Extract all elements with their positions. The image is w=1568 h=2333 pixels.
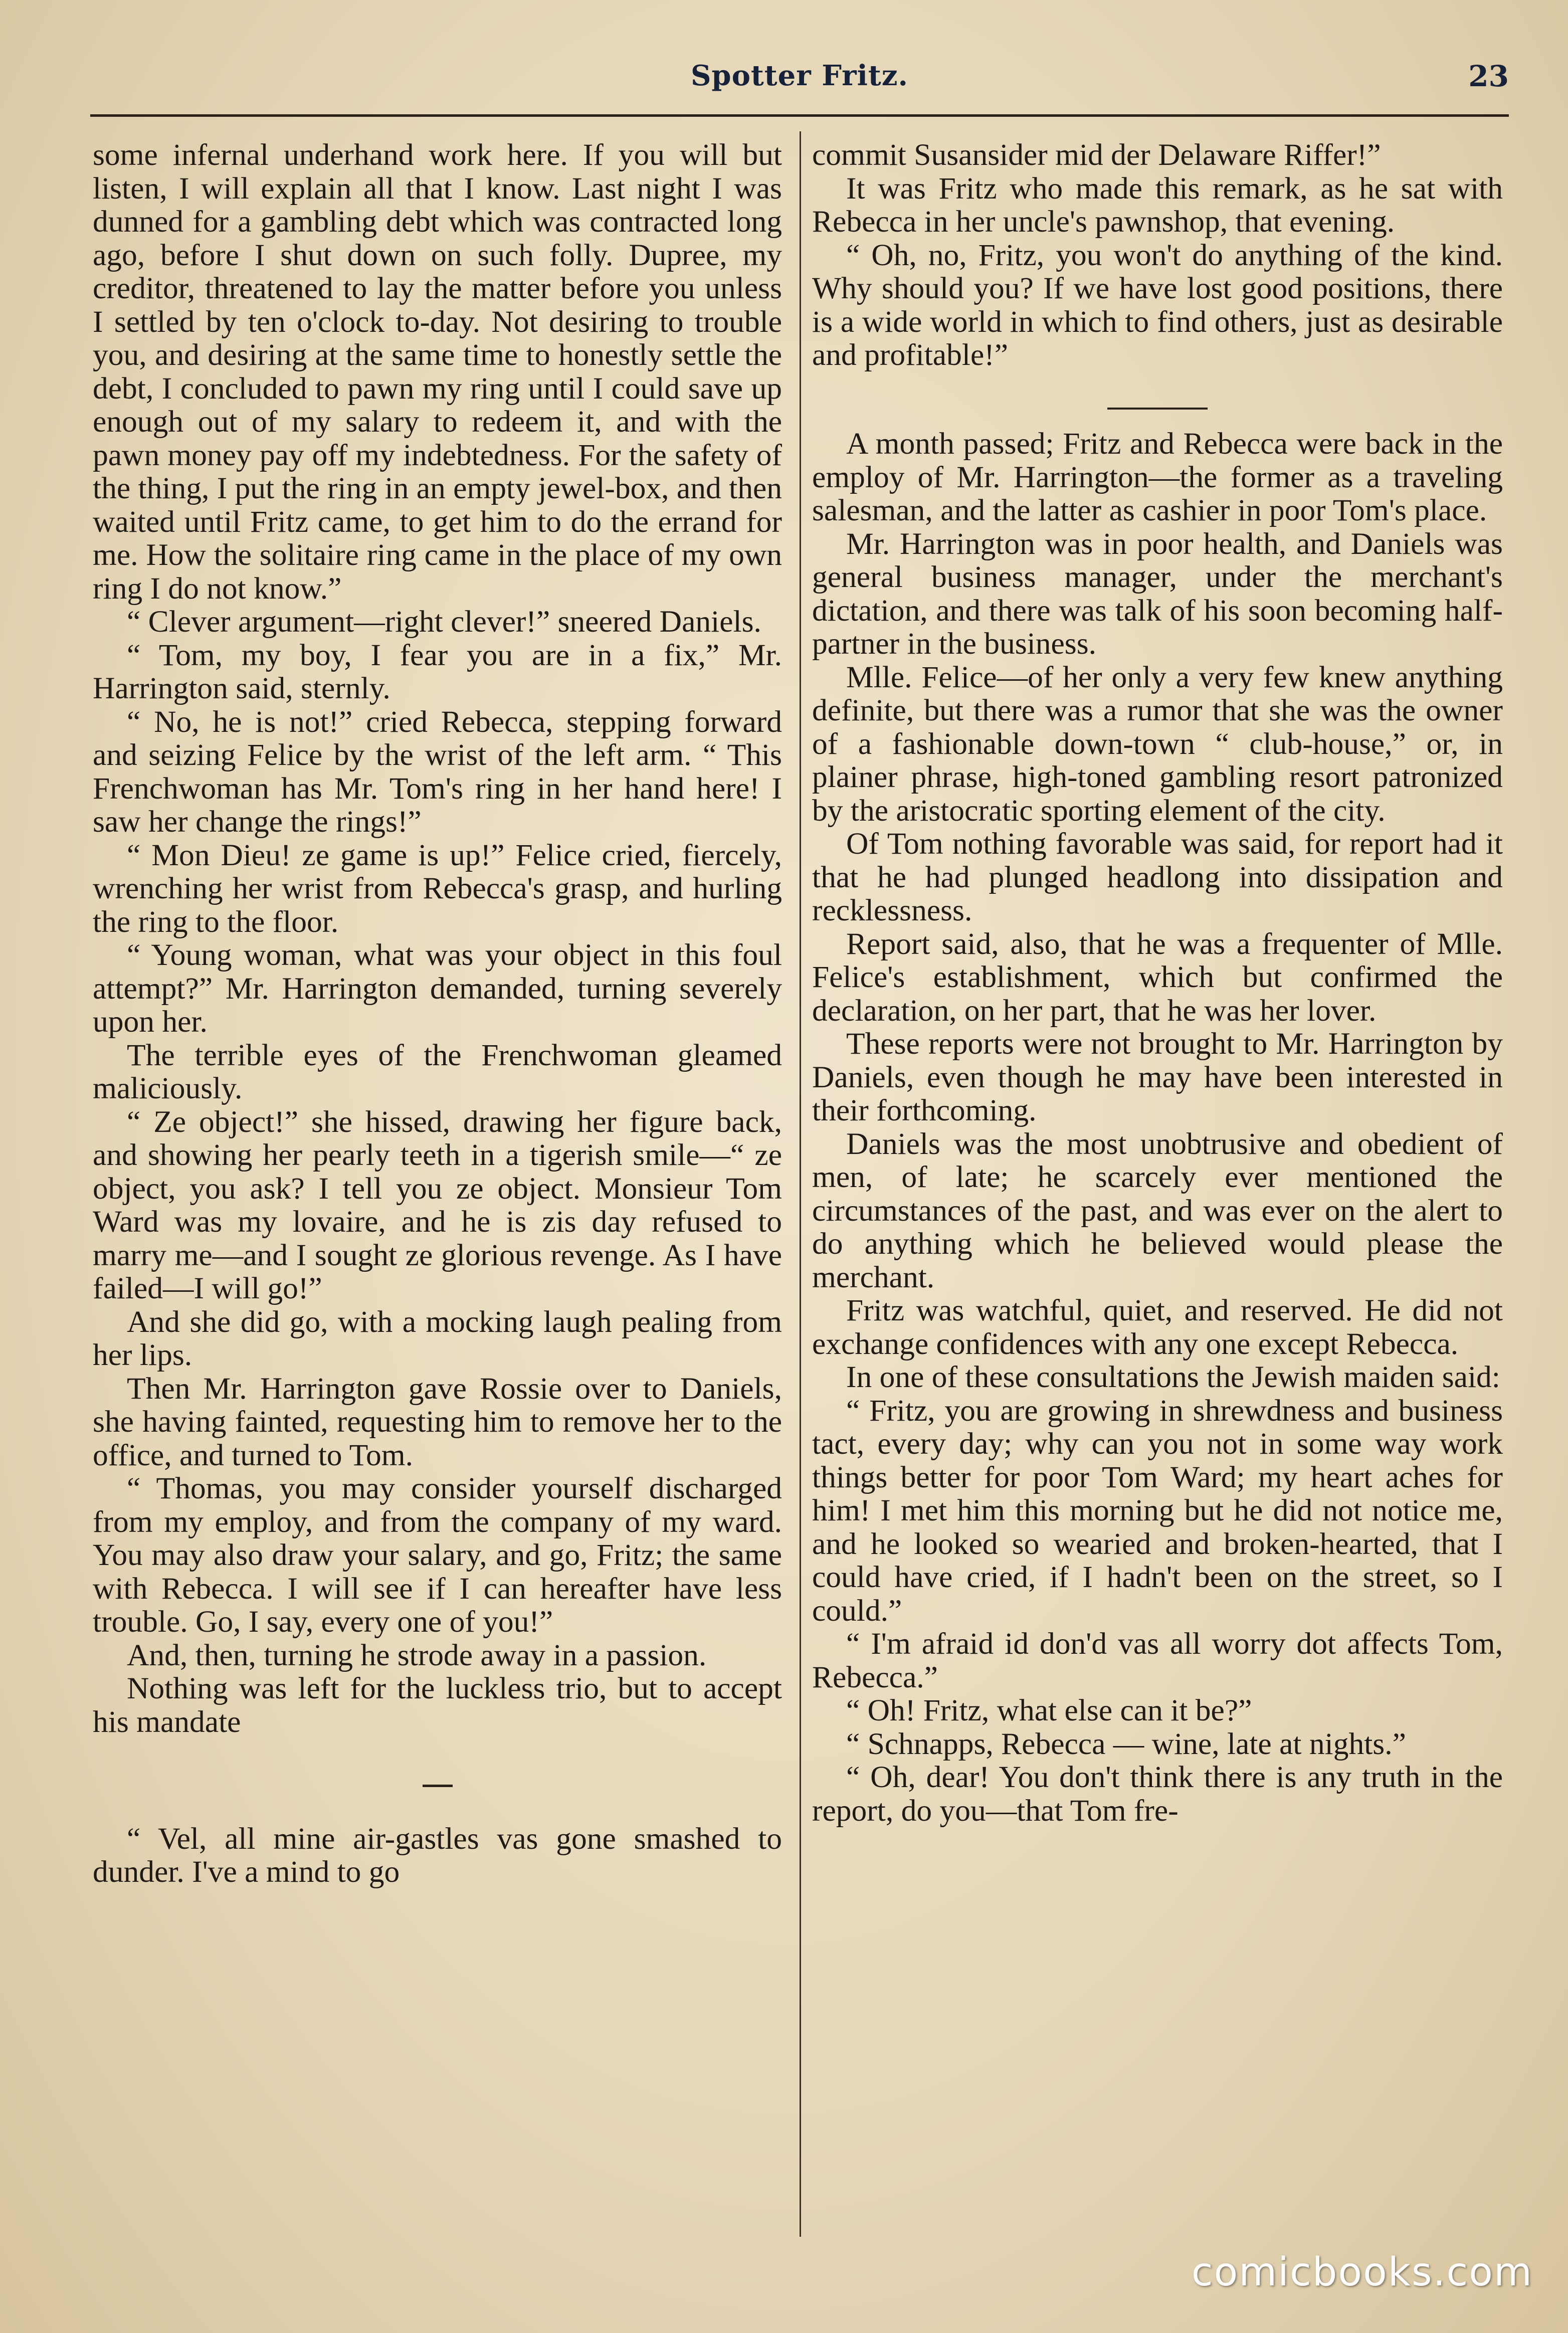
page-number: 23	[1468, 59, 1509, 93]
page-header	[90, 59, 1509, 105]
paragraph: Then Mr. Harrington gave Rossie over to Daniels, she having fainted, requesting him to remove her to the office, and turned to Tom.	[93, 1371, 782, 1472]
paragraph: It was Fritz who made this remark, as he sat with Rebecca in her uncle's pawnshop, that evening.	[812, 171, 1503, 239]
section-break-dash	[93, 1761, 782, 1794]
paragraph: “ No, he is not!” cried Rebecca, stepping forward and seizing Felice by the wrist of the left arm. “ This Frenchwoman has Mr. Tom's ring in her hand here! I saw her change the rings!”	[93, 704, 782, 839]
paragraph: “ Oh, dear! You don't think there is any truth in the report, do you—that Tom fre-	[812, 1760, 1503, 1828]
paragraph: “ Ze object!” she hissed, drawing her figure back, and showing her pearly teeth in a tigerish smile—“ ze object, you ask? I tell you ze object. Monsieur Tom Ward was my lovaire, and he is zis day refused to marry me—and I sought ze glorious revenge. As I have failed—I will go!”	[93, 1104, 782, 1305]
paragraph: Mlle. Felice—of her only a very few knew anything definite, but there was a rumor that she was the owner of a fashionable down-town “ club-house,” or, in plainer phrase, high-toned gambling resort patronized by the aristocratic sporting element of the city.	[812, 660, 1503, 828]
paragraph: some infernal underhand work here. If you will but listen, I will explain all that I know. Last night I was dunned for a gambling debt which was contracted long ago, before I shut down on such folly. Dupree, my creditor, threatened to lay the matter before you unless I settled by ten o'clock to-day. Not desiring to trouble you, and desiring at the same time to honestly settle the debt, I concluded to pawn my ring until I could save up enough out of my salary to redeem it, and with the pawn money pay off my indebtedness. For the safety of the thing, I put the ring in an empty jewel-box, and then waited until Fritz came, to get him to do the errand for me. How the solitaire ring came in the place of my own ring I do not know.”	[93, 138, 782, 606]
paragraph: Daniels was the most unobtrusive and obedient of men, of late; he scarcely ever mentioned the circumstances of the past, and was ever on the alert to do anything which he believed would please the merchant.	[812, 1126, 1503, 1294]
paragraph: A month passed; Fritz and Rebecca were back in the employ of Mr. Harrington—the former as a traveling salesman, and the latter as cashier in poor Tom's place.	[812, 427, 1503, 527]
paragraph: These reports were not brought to Mr. Harrington by Daniels, even though he may have been interested in their forthcoming.	[812, 1027, 1503, 1127]
paragraph: The terrible eyes of the Frenchwoman gleamed maliciously.	[93, 1038, 782, 1105]
paragraph: “ Oh! Fritz, what else can it be?”	[846, 1693, 1252, 1727]
section-break-rule	[812, 383, 1503, 417]
running-title: Spotter Fritz.	[690, 59, 909, 92]
paragraph: “ Thomas, you may consider yourself discharged from my employ, and from the company of my ward. You may also draw your salary, and go, Fritz; the same with Rebecca. I will see if I can hereafter have less trouble. Go, I say, every one of you!”	[93, 1471, 782, 1639]
paragraph: “ Young woman, what was your object in this foul attempt?” Mr. Harrington demanded, turning severely upon her.	[93, 938, 782, 1039]
paragraph: In one of these consultations the Jewish maiden said:	[846, 1360, 1500, 1394]
paragraph: And, then, turning he strode away in a passion.	[127, 1638, 707, 1672]
paragraph: Fritz was watchful, quiet, and reserved. He did not exchange confidences with any one except Rebecca.	[812, 1293, 1503, 1361]
watermark: comicbooks.com	[1191, 2250, 1533, 2295]
paragraph: Of Tom nothing favorable was said, for report had it that he had plunged headlong into dissipation and recklessness.	[812, 827, 1503, 927]
column-divider	[800, 131, 801, 2237]
paragraph: Mr. Harrington was in poor health, and Daniels was general business manager, under the merchant's dictation, and there was talk of his soon becoming half-partner in the business.	[812, 526, 1503, 661]
paragraph: “ Vel, all mine air-gastles vas gone smashed to dunder. I've a mind to go	[93, 1821, 782, 1889]
paragraph: “ I'm afraid id don'd vas all worry dot affects Tom, Rebecca.”	[812, 1627, 1503, 1694]
left-column	[93, 138, 782, 1889]
paragraph: “ Oh, no, Fritz, you won't do anything of the kind. Why should you? If we have lost good positions, there is a wide world in which to find others, just as desirable and profitable!”	[812, 238, 1503, 372]
paragraph: commit Susansider mid der Delaware Riffer!”	[812, 138, 1381, 172]
right-column	[812, 138, 1503, 1827]
paragraph: “ Schnapps, Rebecca — wine, late at nights.”	[846, 1726, 1406, 1761]
paragraph: Report said, also, that he was a frequenter of Mlle. Felice's establishment, which but confirmed the declaration, on her part, that he was her lover.	[812, 926, 1503, 1028]
paragraph: Nothing was left for the luckless trio, but to accept his mandate	[93, 1671, 782, 1739]
paragraph: And she did go, with a mocking laugh pealing from her lips.	[93, 1304, 782, 1372]
paragraph: “ Clever argument—right clever!” sneered Daniels.	[127, 605, 761, 639]
header-rule	[90, 114, 1509, 117]
paragraph: “ Tom, my boy, I fear you are in a fix,” Mr. Harrington said, sternly.	[93, 638, 782, 705]
paragraph: “ Fritz, you are growing in shrewdness and business tact, every day; why can you not in some way work things better for poor Tom Ward; my heart aches for him! I met him this morning but he did not notice me, and he looked so wearied and broken-hearted, that I could have cried, if I hadn't been on the street, so I could.”	[812, 1393, 1503, 1628]
paragraph: “ Mon Dieu! ze game is up!” Felice cried, fiercely, wrenching her wrist from Rebecca's grasp, and hurling the ring to the floor.	[93, 838, 782, 939]
